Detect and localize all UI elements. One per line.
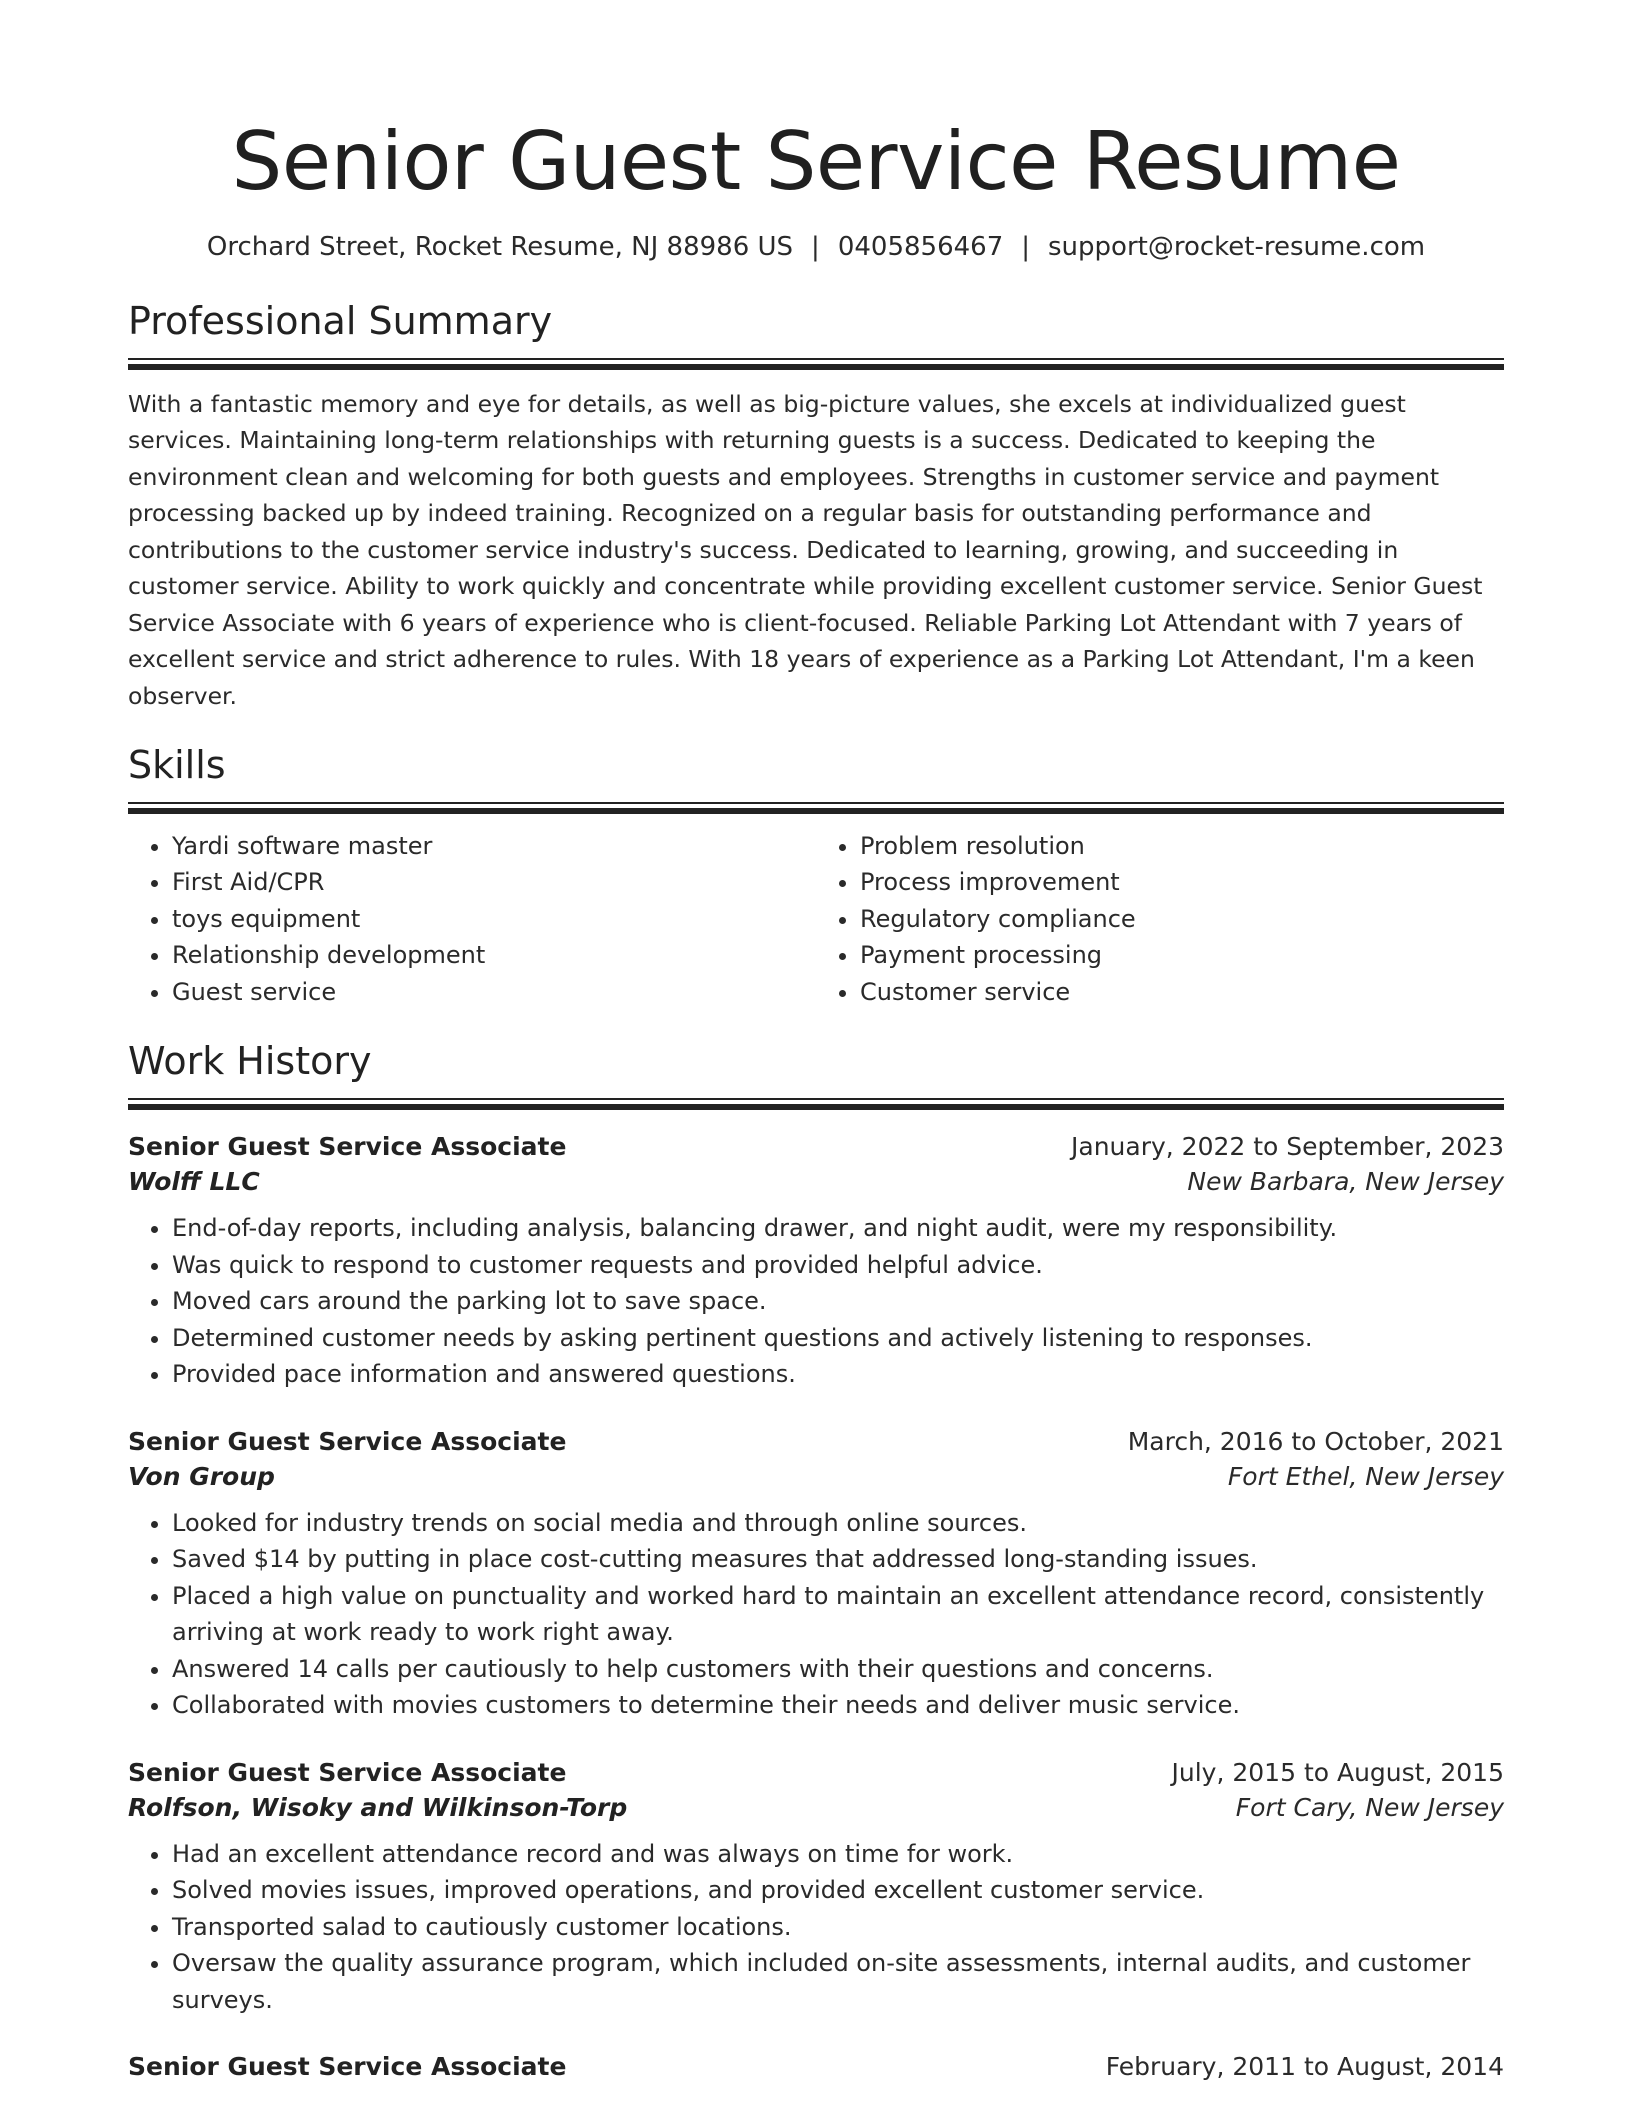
job-title: Senior Guest Service Associate <box>128 1426 567 1456</box>
job-bullet: • Oversaw the quality assurance program, which included on-site assessments, internal audits, and customer surveys. <box>172 1945 1504 2018</box>
skills-list-left <box>128 828 816 1011</box>
skill-item: • Payment processing <box>860 937 1504 974</box>
skill-item: • First Aid/CPR <box>172 864 816 901</box>
job-company-row <box>128 1793 1504 1822</box>
section-divider <box>128 358 1504 370</box>
section-divider <box>128 802 1504 814</box>
contact-separator: | <box>811 232 820 262</box>
job-bullet: • Looked for industry trends on social media and through online sources. <box>172 1505 1504 1542</box>
job-bullet: • Saved $14 by putting in place cost-cutting measures that addressed long-standing issues. <box>172 1541 1504 1578</box>
section-heading-work-history: Work History <box>128 1039 372 1084</box>
section-heading-summary: Professional Summary <box>128 299 553 343</box>
job-bullet: • Placed a high value on punctuality and worked hard to maintain an excellent attendance record, consistently arriving at work ready to work right away. <box>172 1578 1504 1651</box>
job-dates: July, 2015 to August, 2015 <box>1171 1757 1504 1787</box>
job-bullet: • Collaborated with movies customers to determine their needs and deliver music service. <box>172 1687 1504 1724</box>
job-company: Rolfson, Wisoky and Wilkinson-Torp <box>128 1792 628 1822</box>
job-location: Fort Ethel, New Jersey <box>1227 1461 1504 1491</box>
skills-list-right <box>816 828 1504 1011</box>
job-bullet: • Transported salad to cautiously customer locations. <box>172 1909 1504 1946</box>
professional-summary-section <box>128 300 1504 714</box>
skill-item: • Guest service <box>172 974 816 1011</box>
job-location: Fort Cary, New Jersey <box>1235 1792 1504 1822</box>
job-header-row <box>128 1758 1504 1787</box>
job-dates: January, 2022 to September, 2023 <box>1071 1132 1504 1162</box>
contact-phone: 0405856467 <box>837 232 1004 262</box>
job-bullet: • Determined customer needs by asking pertinent questions and actively listening to responses. <box>172 1320 1504 1357</box>
skill-item: • Process improvement <box>860 864 1504 901</box>
contact-email: support@rocket-resume.com <box>1048 232 1426 262</box>
job-bullet: • Solved movies issues, improved operations, and provided excellent customer service. <box>172 1872 1504 1909</box>
section-divider <box>128 1098 1504 1110</box>
job-dates: February, 2011 to August, 2014 <box>1105 2052 1504 2082</box>
job-dates: March, 2016 to October, 2021 <box>1127 1426 1504 1456</box>
skill-item: • Yardi software master <box>172 828 816 865</box>
job-bullet: • End-of-day reports, including analysis, balancing drawer, and night audit, were my responsibility. <box>172 1210 1504 1247</box>
resume-title: Senior Guest Service Resume <box>231 115 1401 208</box>
job-entry <box>128 1132 1504 1393</box>
job-entry <box>128 1758 1504 2019</box>
job-bullets <box>128 1836 1504 2019</box>
skills-section <box>128 744 1504 1010</box>
contact-address: Orchard Street, Rocket Resume, NJ 88986 US <box>206 232 794 262</box>
job-title: Senior Guest Service Associate <box>128 2052 567 2082</box>
summary-text: With a fantastic memory and eye for details, as well as big-picture values, she excels at individualized guest services. Maintaining long-term relationships with returning guests is a success. Dedicated to keeping the environment clean and welcoming for both guests and employees. Strengths in customer service and payment processing backed up by indeed training. Recognized on a regular basis for outstanding performance and contributions to the customer service industry's success. Dedicated to learning, growing, and succeeding in customer service. Ability to work quickly and concentrate while providing excellent customer service. Senior Guest Service Associate with 6 years of experience who is client-focused. Reliable Parking Lot Attendant with 7 years of excellent service and strict adherence to rules. With 18 years of experience as a Parking Lot Attendant, I'm a keen observer. <box>128 389 1483 710</box>
contact-separator: | <box>1021 232 1030 262</box>
job-bullets <box>128 1505 1504 1724</box>
job-title: Senior Guest Service Associate <box>128 1132 567 1162</box>
job-company-row <box>128 1462 1504 1491</box>
job-entry <box>128 2052 1504 2081</box>
job-header-row <box>128 1427 1504 1456</box>
skill-item: • Regulatory compliance <box>860 901 1504 938</box>
job-entry <box>128 1427 1504 1724</box>
section-heading-skills: Skills <box>128 743 226 788</box>
job-company: Wolff LLC <box>128 1167 260 1197</box>
job-header-row <box>128 2052 1504 2081</box>
contact-line <box>128 232 1504 262</box>
job-bullets <box>128 1210 1504 1393</box>
job-company: Von Group <box>128 1461 275 1491</box>
job-location: New Barbara, New Jersey <box>1187 1167 1504 1197</box>
skill-item: • Customer service <box>860 974 1504 1011</box>
job-bullet: • Was quick to respond to customer requests and provided helpful advice. <box>172 1247 1504 1284</box>
skill-item: • toys equipment <box>172 901 816 938</box>
job-title: Senior Guest Service Associate <box>128 1757 567 1787</box>
skill-item: • Problem resolution <box>860 828 1504 865</box>
skill-item: • Relationship development <box>172 937 816 974</box>
job-bullet: • Moved cars around the parking lot to save space. <box>172 1283 1504 1320</box>
job-bullet: • Answered 14 calls per cautiously to help customers with their questions and concerns. <box>172 1651 1504 1688</box>
skills-grid <box>128 828 1504 1011</box>
job-company-row <box>128 1167 1504 1196</box>
job-header-row <box>128 1132 1504 1161</box>
job-bullet: • Had an excellent attendance record and was always on time for work. <box>172 1836 1504 1873</box>
work-history-section <box>128 1040 1504 2081</box>
job-bullet: • Provided pace information and answered questions. <box>172 1356 1504 1393</box>
